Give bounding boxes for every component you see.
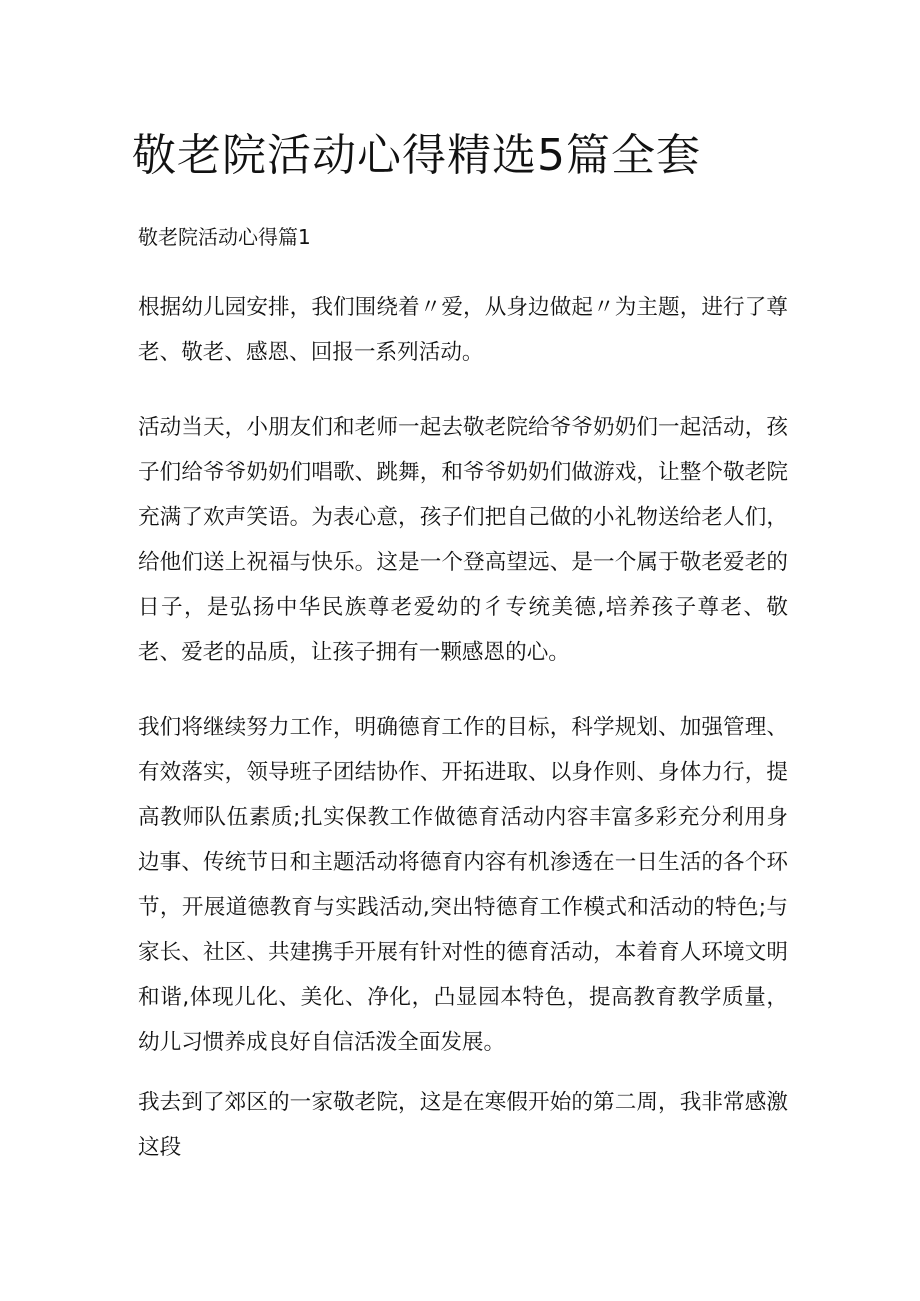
paragraph-2: 活动当天，小朋友们和老师一起去敬老院给爷爷奶奶们一起活动，孩子们给爷爷奶奶们唱歌、跳舞，和爷爷奶奶们做游戏，让整个敬老院充满了欢声笑语。为表心意，孩子们把自己做的小礼物送给老人们，给他们送上祝福与快乐。这是一个登高望远、是一个属于敬老爱老的日子，是弘扬中华民族尊老爱幼的彳专统美德,培养孩子尊老、敬老、爱老的品质，让孩子拥有一颗感恩的心。 [138,415,788,665]
paragraph-1: 根据幼儿园安排，我们围绕着〃爱，从身边做起〃为主题，进行了尊老、敬老、感恩、回报一系列活动。 [138,295,788,365]
paragraph-4: 我去到了郊区的一家敬老院，这是在寒假开始的第二周，我非常感激这段 [138,1090,788,1160]
document-title: 敬老院活动心得精选5篇全套 [132,130,701,181]
paragraph-3: 我们将继续努力工作，明确德育工作的目标，科学规划、加强管理、有效落实，领导班子团结协作、开拓进取、以身作则、身体力行，提高教师队伍素质;扎实保教工作做德育活动内容丰富多彩充分利用身边事、传统节日和主题活动将德育内容有机渗透在一日生活的各个环节，开展道德教育与实践活动,突出特德育工作模式和活动的特色;与家长、社区、共建携手开展有针对性的德育活动，本着育人环境文明和谐,体现儿化、美化、净化，凸显园本特色，提高教育教学质量，幼儿习惯养成良好自信活泼全面发展。 [138,715,788,1055]
section-heading: 敬老院活动心得篇1 [138,225,311,249]
